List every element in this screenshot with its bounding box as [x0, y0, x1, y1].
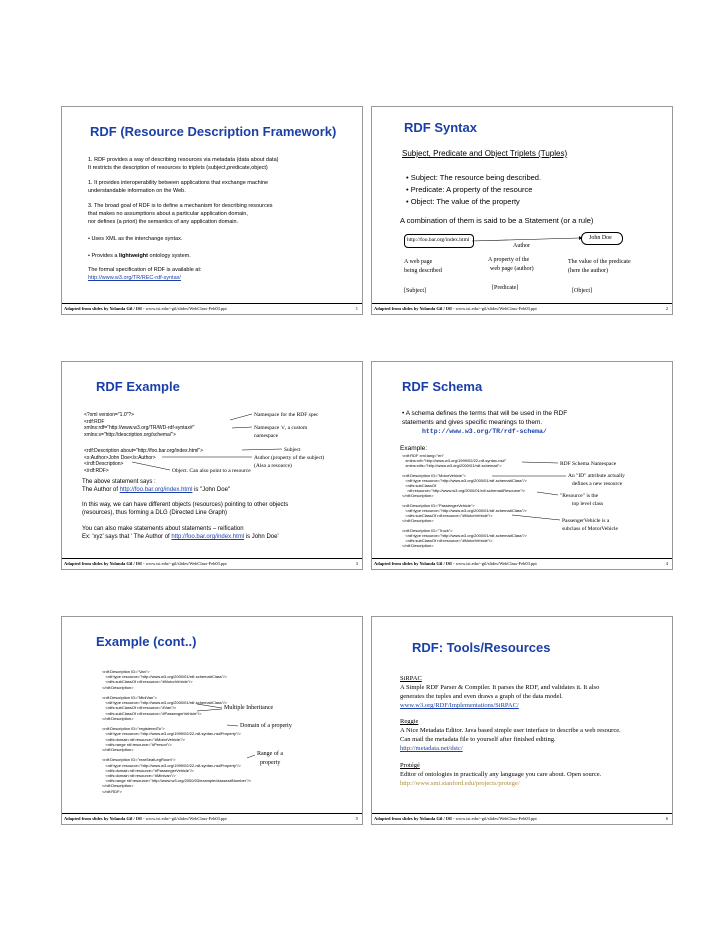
arrow-icon — [372, 362, 672, 569]
spec-link[interactable]: http://www.w3.org/TR/REC-rdf-syntax/ — [88, 275, 181, 281]
code-line: <rdf:Description ID="Truck"> — [402, 528, 453, 533]
code-line: </rdf:Description> — [102, 715, 134, 721]
code-line: </rdf:Description> — [102, 684, 134, 690]
slide-subtitle: Subject, Predicate and Object Triplets (Tuples) — [402, 149, 568, 158]
code-line: <rdfs:subClassOf — [402, 483, 437, 488]
list-item: • Predicate: A property of the resource — [406, 185, 533, 194]
slide-footer: Adapted from slides by Yolanda Gil / ISI - www.isi.edu/~gil/slides/WebClass-Feb03.ppt 4 — [372, 558, 672, 569]
code-line: <rdf:Description ID="MiniVan"> — [102, 695, 157, 700]
code-line: <rdf:type resource="http://www.w3.org/1999/02/22-rdf-syntax-ns#Property"/> — [102, 731, 241, 737]
slide-footer: Adapted from slides by Yolanda Gil / ISI - www.isi.edu/~gil/slides/WebClass-Feb03.ppt 6 — [372, 813, 672, 824]
list-item: • Provides a lightweight ontology system. — [88, 253, 191, 259]
slide-title: RDF Example — [96, 379, 180, 394]
schema-link[interactable]: http://www.w3.org/TR/rdf-schema/ — [422, 428, 547, 435]
list-item: nor defines (a priori) the semantics of any application domain. — [88, 219, 239, 225]
slide-footer: Adapted from slides by Yolanda Gil / ISI - www.isi.edu/~gil/slides/WebClass-Feb03.ppt 1 — [62, 303, 362, 314]
code-line: <rdfs:domain rdf:resource="#Minivan"/> — [102, 773, 176, 778]
list-item: It restricts the description of resources to triplets (subject,predicate,object) — [88, 165, 268, 171]
reggie-link[interactable]: http://metadata.net/dstc/ — [400, 745, 463, 752]
code-line: </rdf:RDF> — [102, 788, 122, 794]
code-line: <rdfs:subClassOf rdf:resource="#MotorVehicle"/> — [402, 538, 493, 543]
slide-5: Example (cont..) <rdf:Description ID="Van"> <rdf:type resource="http://www.w3.org/2000/01/rdf-schema#Class"/> <rdfs:subClassOf rdf:resource="#MotorVehicle"/> </rdf:Description> <rdf:Description ID="MiniVan"> <rdf:type resource="http://www.w3.org/2000/01/rdf-schema#Class"/> <rdfs:subClassOf rdf:resource="#Van"/> <rdfs:subClassOf rdf:resource="#PassengerVehicle"/> </rdf:Description> <rdf:Description ID="registeredTo"> <rdf:type resource="http://www.w3.org/1999/02/22-rdf-syntax-ns#Property"/> <rdfs:domain rdf:resource="#MotorVehicle"/> <rdfs:range rdf:resource="#Person"/> </rdf:Description> <rdf:Description ID="rearSeatLegRoom"> <rdf:type resource="http://www.w3.org/1999/02/22-rdf-syntax-ns#Property"/> <rdfs:domain rdf:resource="#PassengerVehicle"/> <rdfs:domain rdf:resource="#Minivan"/> <rdfs:range rdf:resource="http://www.w3.org/2000/03/example/classes#Number"/> </rdf:Description> </rdf:RDF> Multiple Inheritance Domain of a property Range of a property Adapted from slides by Yolanda Gil / ISI - www.isi.edu/~gil/slides/WebClass-Feb03.ppt 5 — [61, 616, 363, 825]
tool-name: Protégé — [400, 762, 420, 769]
code-line: <rdfs:domain rdf:resource="#MotorVehicle"/> — [102, 736, 185, 742]
predicate-tag: [Predicate] — [492, 285, 519, 291]
code-line: rdf:resource="http://www.w3.org/2000/01/rdf-schema#Resource"/> — [402, 488, 526, 493]
code-line: <rdfs:subClassOf rdf:resource="#Van"/> — [102, 705, 177, 711]
list-item: • Object: The value of the property — [406, 197, 520, 206]
list-item: • Uses XML as the interchange syntax. — [88, 236, 183, 242]
slide-4: RDF Schema • A schema defines the terms that will be used in the RDF statements and gives specific meanings to them. http://www.w3.org/TR/rdf-schema/ Example: <rdf:RDF xml:lang="en" xmlns:rdf="http://www.w3.org/1999/02/22-rdf-syntax-ns#" xmlns:rdfs="http://www.w3.org/2000/01/rdf-schema#"> <rdf:Description ID="MotorVehicle"> <rdf:type resource="http://www.w3.org/2000/01/rdf-schema#Class"/> <rdfs:subClassOf rdf:resource="http://www.w3.org/2000/01/rdf-schema#Resource"/> </rdf:Description> <rdf:Description ID="PassengerVehicle"> <rdf:type resource="http://www.w3.org/2000/01/rdf-schema#Class"/> <rdfs:subClassOf rdf:resource="#MotorVehicle"/> </rdf:Description> <rdf:Description ID="Truck"> <rdf:type resource="http://www.w3.org/2000/01/rdf-schema#Class"/> <rdfs:subClassOf rdf:resource="#MotorVehicle"/> </rdf:Description> RDF Schema Namespace An "ID" attribute actually defines a new resource "Resource" is the top level class PassengerVehicle is a subclass of MotorVehicle Adapted from slides by Yolanda Gil / ISI - www.isi.edu/~gil/slides/WebClass-Feb03.ppt 4 — [371, 361, 673, 570]
slide-6: RDF: Tools/Resources SiRPAC A Simple RDF Parser & Compiler. It parses the RDF, and validates it. It also generates the tuples and even draws a graph of the data model. www.w3.org/RDF/Implementations/SiRPAC/ Reggie A Nice Metadata Editor. Java based simple user interface to describe a web resource. Can mail the metadata file to yourself after finished editing. http://metadata.net/dstc/ Protégé Editor of ontologies in practically any language you care about. Open source. http://www.smi.stanford.edu/projects/protege/ Adapted from slides by Yolanda Gil / ISI - www.isi.edu/~gil/slides/WebClass-Feb03.ppt 6 — [371, 616, 673, 825]
code-line: <rdf:Description ID="MotorVehicle"> — [402, 473, 466, 478]
code-line: <rdf:type resource="http://www.w3.org/2000/01/rdf-schema#Class"/> — [402, 533, 527, 538]
slide-footer: Adapted from slides by Yolanda Gil / ISI - www.isi.edu/~gil/slides/WebClass-Feb03.ppt 2 — [372, 303, 672, 314]
slide-title: RDF: Tools/Resources — [412, 640, 551, 655]
list-item: understandable information on the Web. — [88, 188, 186, 194]
object-label: John Doe — [589, 235, 612, 241]
list-item: 1. RDF provides a way of describing resources via metadata (data about data) — [88, 157, 279, 163]
code-line: <rdfs:subClassOf rdf:resource="#MotorVehicle"/> — [102, 679, 193, 685]
code-line: <rdf:RDF xml:lang="en" — [402, 453, 444, 458]
subject-tag: [Subject] — [404, 288, 426, 294]
arrow-icon — [62, 617, 362, 824]
slide-title: Example (cont..) — [96, 634, 197, 649]
sirpac-link[interactable]: www.w3.org/RDF/Implementations/SiRPAC/ — [400, 702, 519, 709]
code-line: <rdf:Description ID="Van"> — [102, 669, 150, 674]
slide-title: RDF Syntax — [404, 120, 477, 135]
slide-1 — [61, 106, 363, 315]
code-line: <rdf:type resource="http://www.w3.org/2000/01/rdf-schema#Class"/> — [402, 478, 527, 483]
predicate-label: Author — [513, 243, 530, 249]
tool-name: SiRPAC — [400, 675, 422, 682]
slide-2: RDF Syntax Subject, Predicate and Object Triplets (Tuples) • Subject: The resource being described. • Predicate: A property of the resource • Object: The value of the property A combination of them is said to be a Statement (or a rule) http://foo.bar.org/index.html John Doe Author A web page being described A property of the web page (author) The value of the predicate (here the author) [Subject] [Predicate] [Object] Adapted from slides by Yolanda Gil / ISI - www.isi.edu/~gil/slides/WebClass-Feb03.ppt 2 — [371, 106, 673, 315]
code-line: <rdfs:domain rdf:resource="#PassengerVehicle"/> — [102, 767, 194, 773]
tool-name: Reggie — [400, 718, 419, 725]
code-line: <rdf:type resource="http://www.w3.org/2000/01/rdf-schema#Class"/> — [102, 700, 227, 706]
code-line: </rdf:Description> — [102, 783, 134, 789]
code-line: <rdfs:range rdf:resource="http://www.w3.org/2000/03/example/classes#Number"/> — [102, 778, 252, 784]
code-line: <rdfs:range rdf:resource="#Person"/> — [102, 741, 172, 747]
code-line: <rdf:Description ID="rearSeatLegRoom"> — [102, 757, 176, 763]
slide-3: RDF Example <?xml version="1.0"?> <rdf:RDF xmlns:rdf="http://www.w3.org/TR/WD-rdf-syntax#" xmlns:s="http://description.org/schema/"> <rdf:Description about="http://foo.bar.org/index.html"> <s:Author>John Doe</s:Author> </rdf:Description> </rdf:RDF> Namespace for the RDF spec Namespace 's', a custom namespace Subject Author (property of the subject) (Also a resource) Object. Can also point to a resource The above statement says : The Author of http://foo.bar.org/index.html is "John Doe" In this way, we can have different objects (resources) pointing to other objects (resources), thus forming a DLG (Directed Line Graph) You can also make statements about statements – reification Ex: 'xyz' says that ' The Author of http://foo.bar.org/index.html is John Doe' Adapted from slides by Yolanda Gil / ISI - www.isi.edu/~gil/slides/WebClass-Feb03.ppt 3 — [61, 361, 363, 570]
code-line: <rdf:Description ID="registeredTo"> — [102, 726, 165, 732]
code-line: </rdf:Description> — [102, 747, 134, 752]
list-item: that makes no assumptions about a particular application domain, — [88, 211, 248, 217]
code-line: <rdfs:subClassOf rdf:resource="#PassengerVehicle"/> — [102, 710, 202, 716]
slide-footer: Adapted from slides by Yolanda Gil / ISI - www.isi.edu/~gil/slides/WebClass-Feb03.ppt 5 — [62, 813, 362, 824]
arrow-icon — [372, 107, 672, 314]
list-item: • Subject: The resource being described. — [406, 173, 542, 182]
code-line: xmlns:rdfs="http://www.w3.org/2000/01/rdf-schema#"> — [402, 463, 502, 468]
object-tag: [Object] — [572, 288, 592, 294]
code-line: <rdf:type resource="http://www.w3.org/2000/01/rdf-schema#Class"/> — [402, 508, 527, 513]
statement-text: A combination of them is said to be a Statement (or a rule) — [400, 216, 594, 225]
slide-title: RDF Schema — [402, 379, 483, 394]
slide-title: RDF (Resource Description Framework) — [90, 124, 337, 139]
list-item: 1. It provides interoperability between applications that exchange machine — [88, 180, 269, 186]
protege-link[interactable]: http://www.smi.stanford.edu/projects/protege/ — [400, 780, 520, 787]
subject-url: http://foo.bar.org/index.html — [407, 237, 470, 243]
code-line: <rdf:Description ID="PassengerVehicle"> — [402, 503, 475, 508]
code-line: xmlns:rdf="http://www.w3.org/1999/02/22-rdf-syntax-ns#" — [402, 458, 507, 463]
code-line: <rdf:type resource="http://www.w3.org/2000/01/rdf-schema#Class"/> — [102, 674, 227, 680]
slide-footer: Adapted from slides by Yolanda Gil / ISI - www.isi.edu/~gil/slides/WebClass-Feb03.ppt 3 — [62, 558, 362, 569]
code-line: <rdf:type resource="http://www.w3.org/1999/02/22-rdf-syntax-ns#Property"/> — [102, 762, 241, 768]
code-line: </rdf:Description> — [402, 543, 434, 548]
list-item: 3. The broad goal of RDF is to define a mechanism for describing resources — [88, 203, 273, 209]
code-line: </rdf:Description> — [402, 493, 434, 498]
spec-text: The formal specification of RDF is available at: — [88, 267, 202, 273]
code-line: <rdfs:subClassOf rdf:resource="#MotorVehicle"/> — [402, 513, 493, 518]
code-line: </rdf:Description> — [402, 518, 434, 523]
